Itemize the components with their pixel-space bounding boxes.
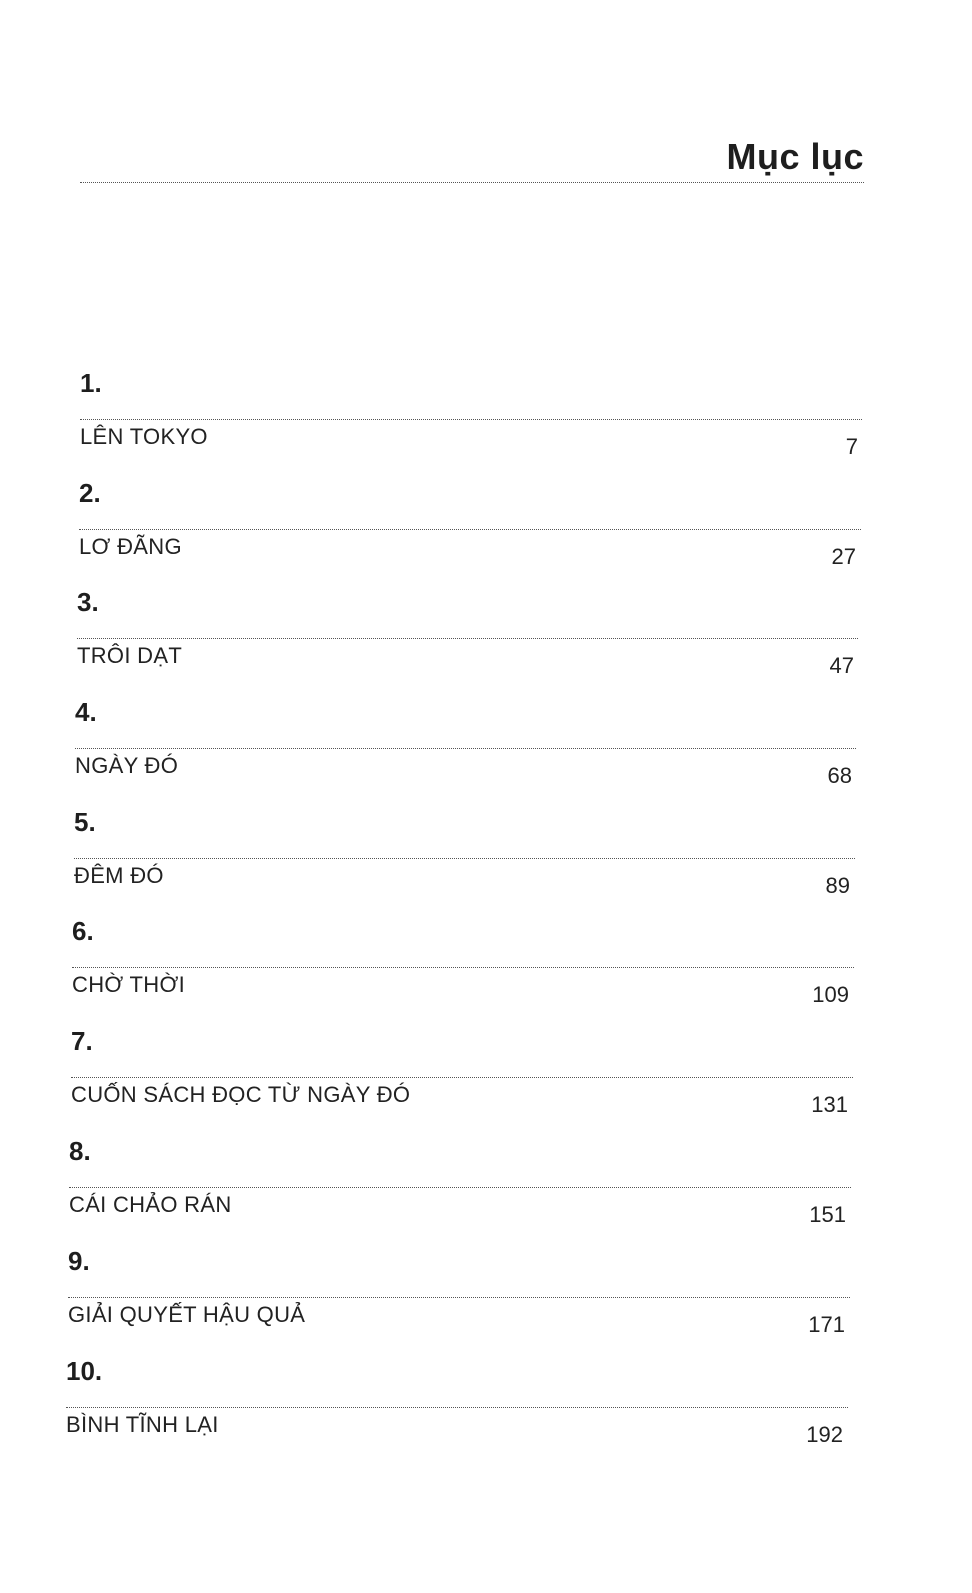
chapter-title: LƠ ĐÃNG (79, 534, 182, 559)
chapter-number: 2. (79, 478, 101, 508)
entry-divider (79, 529, 861, 530)
entry-divider (77, 638, 858, 639)
entry-divider (69, 1187, 851, 1188)
chapter-page: 109 (812, 982, 849, 1007)
entry-divider (66, 1407, 848, 1408)
chapter-title: CÁI CHẢO RÁN (69, 1192, 232, 1217)
title-divider (80, 182, 864, 183)
entry-divider (68, 1297, 850, 1298)
chapter-page: 171 (808, 1312, 845, 1337)
toc-entry (77, 579, 858, 689)
toc-entry (69, 1128, 851, 1238)
chapter-title: CUỐN SÁCH ĐỌC TỪ NGÀY ĐÓ (71, 1082, 411, 1107)
chapter-page: 151 (809, 1202, 846, 1227)
chapter-number: 5. (74, 807, 96, 837)
chapter-page: 192 (806, 1422, 843, 1447)
toc-entry (72, 908, 854, 1018)
chapter-title: NGÀY ĐÓ (75, 753, 179, 778)
toc-entry (80, 360, 862, 470)
chapter-page: 89 (825, 873, 850, 898)
chapter-title: TRÔI DẠT (77, 643, 183, 668)
toc-entry (66, 1348, 848, 1458)
entry-divider (75, 748, 856, 749)
chapter-title: ĐÊM ĐÓ (74, 863, 164, 888)
toc-entry (79, 470, 861, 580)
chapter-page: 68 (827, 763, 852, 788)
toc-entry (68, 1238, 850, 1348)
chapter-number: 9. (68, 1246, 90, 1276)
entry-divider (71, 1077, 853, 1078)
entry-divider (72, 967, 854, 968)
entry-divider (80, 419, 862, 420)
chapter-title: GIẢI QUYẾT HẬU QUẢ (68, 1302, 306, 1327)
chapter-number: 1. (80, 368, 102, 398)
toc-entry (71, 1018, 853, 1128)
entry-divider (74, 858, 855, 859)
chapter-page: 131 (811, 1092, 848, 1117)
chapter-title: CHỜ THỜI (72, 972, 186, 997)
chapter-number: 4. (75, 697, 97, 727)
chapter-title: LÊN TOKYO (80, 424, 208, 449)
chapter-number: 3. (77, 587, 99, 617)
page-title: Mục lục (726, 136, 864, 177)
chapter-number: 7. (71, 1026, 93, 1056)
chapter-number: 6. (72, 916, 94, 946)
chapter-page: 47 (829, 653, 854, 678)
chapter-page: 27 (831, 544, 856, 569)
chapter-title: BÌNH TĨNH LẠI (66, 1412, 219, 1437)
chapter-number: 8. (69, 1136, 91, 1166)
chapter-page: 7 (845, 434, 858, 459)
toc-entry (74, 799, 855, 909)
toc-entry (75, 689, 856, 799)
chapter-number: 10. (66, 1356, 103, 1386)
